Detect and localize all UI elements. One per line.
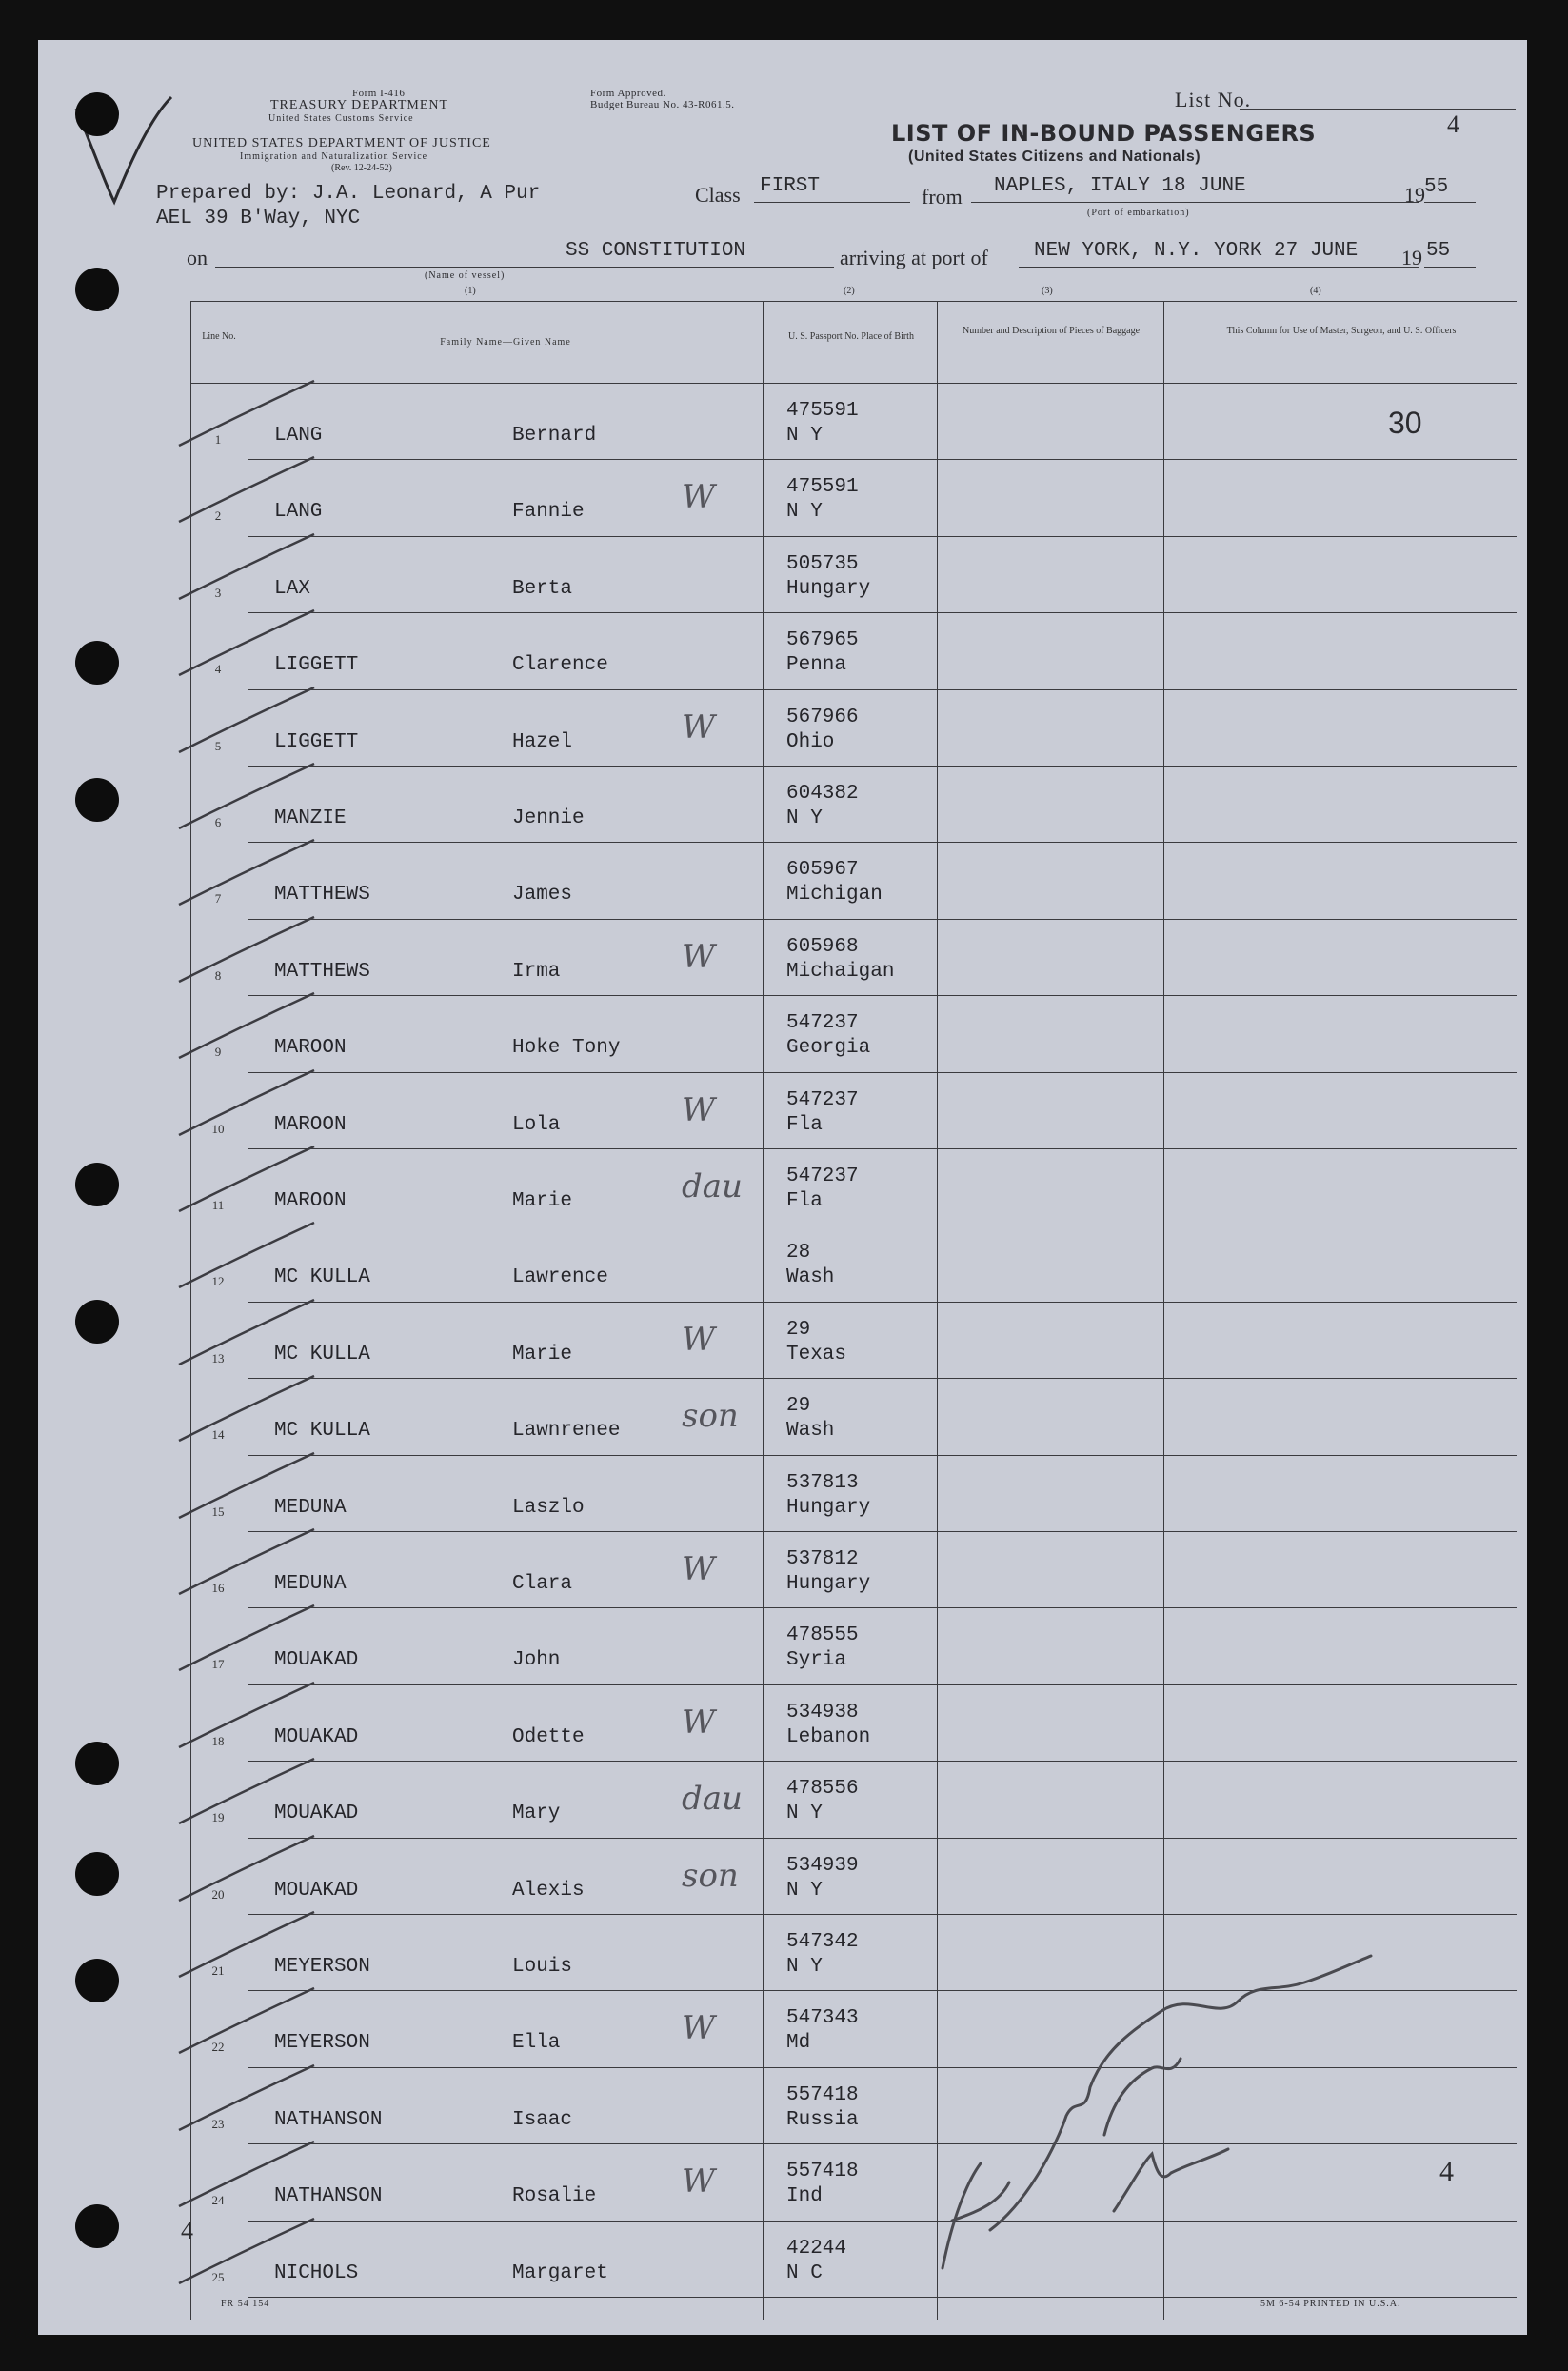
family-name: MOUAKAD [274,1725,359,1748]
top-right-note: 30 [1388,406,1422,440]
family-name: MC KULLA [274,1420,370,1443]
family-name: MAROON [274,1113,347,1136]
place-of-birth: Md [786,2032,811,2055]
customs-service: United States Customs Service [268,113,414,124]
place-of-birth: Georgia [786,1037,871,1060]
relation-note: W [682,2162,715,2202]
vessel-value: SS CONSTITUTION [566,240,746,262]
given-name: Lawnrenee [512,1420,621,1443]
given-name: Clarence [512,654,608,677]
place-of-birth: Fla [786,1190,823,1212]
given-name: John [512,1649,561,1672]
place-of-birth: N Y [786,1879,823,1902]
relation-note: W [682,478,715,517]
footer-left: FR 54 154 [221,2299,270,2309]
family-name: MEYERSON [274,2032,370,2055]
line-number: 20 [211,1886,225,1902]
place-of-birth: Michigan [786,884,883,907]
family-name: MOUAKAD [274,1649,359,1672]
line-number: 24 [211,2193,225,2208]
given-name: Laszlo [512,1496,585,1519]
place-of-birth: Hungary [786,1573,871,1595]
given-name: Mary [512,1803,561,1825]
given-name: Lola [512,1113,561,1136]
line-number: 6 [214,815,222,829]
family-name: LIGGETT [274,654,359,677]
header-name: Family Name—Given Name [440,337,571,348]
passport-number: 29 [786,1395,811,1418]
line-number: 12 [211,1274,225,1289]
given-name: Hazel [512,730,573,753]
given-name: Jennie [512,807,585,829]
port-embark-label: (Port of embarkation) [1087,208,1190,218]
col-num-4: (4) [1310,286,1321,296]
place-of-birth: Wash [786,1420,835,1443]
place-of-birth: Syria [786,1649,847,1672]
passport-number: 547237 [786,1088,859,1111]
given-name: Margaret [512,2261,608,2284]
year-value-2: 55 [1426,240,1451,262]
passport-number: 534938 [786,1701,859,1723]
given-name: Lawrence [512,1266,608,1289]
family-name: MEDUNA [274,1573,347,1595]
family-name: MC KULLA [274,1266,370,1289]
justice-dept: UNITED STATES DEPARTMENT OF JUSTICE [192,136,491,150]
line-number: 9 [214,1045,222,1060]
family-name: LIGGETT [274,730,359,753]
passport-number: 537812 [786,1548,859,1570]
relation-note: W [682,1090,715,1129]
place-of-birth: Wash [786,1266,835,1289]
line-number: 7 [214,891,222,907]
passport-number: 547342 [786,1931,859,1953]
line-number: 13 [211,1350,225,1365]
place-of-birth: N Y [786,1956,823,1978]
given-name: Hoke Tony [512,1037,621,1060]
arriving-value: NEW YORK, N.Y. YORK 27 JUNE [1034,240,1359,262]
year-prefix-2: 19 [1401,246,1422,269]
place-of-birth: Michaigan [786,960,895,983]
from-label: from [922,185,963,209]
line-number: 14 [211,1427,225,1443]
given-name: Bernard [512,425,597,447]
place-of-birth: N Y [786,425,823,447]
family-name: MANZIE [274,807,347,829]
place-of-birth: Penna [786,654,847,677]
family-name: MATTHEWS [274,884,370,907]
list-no-value: 4 [1447,110,1459,138]
ins-service: Immigration and Naturalization Service [240,151,428,162]
punch-hole [75,1742,119,1785]
place-of-birth: Texas [786,1343,847,1365]
place-of-birth: N Y [786,1803,823,1825]
document-page [38,40,1527,2335]
col-num-3: (3) [1042,286,1053,296]
family-name: NATHANSON [274,2108,383,2131]
line-number: 4 [214,662,222,677]
passport-number: 42244 [786,2237,847,2260]
footer-right: 5M 6-54 PRINTED IN U.S.A. [1260,2299,1401,2309]
signature-icon [943,1956,1371,2268]
family-name: LANG [274,501,323,524]
relation-note: W [682,707,715,747]
family-name: LAX [274,577,310,600]
passport-number: 475591 [786,476,859,499]
given-name: Marie [512,1343,573,1365]
family-name: MAROON [274,1190,347,1212]
line-number: 3 [214,585,222,600]
relation-note: son [682,1856,739,1895]
passport-number: 29 [786,1318,811,1341]
line-number: 22 [211,2040,225,2055]
class-value: FIRST [760,175,821,197]
family-name: NICHOLS [274,2261,359,2284]
place-of-birth: N C [786,2261,823,2284]
family-name: MC KULLA [274,1343,370,1365]
vessel-label: (Name of vessel) [425,270,506,281]
passport-number: 547343 [786,2007,859,2030]
place-of-birth: Ind [786,2185,823,2208]
on-label: on [187,246,208,269]
family-name: LANG [274,425,323,447]
place-of-birth: Hungary [786,1496,871,1519]
form-title: LIST OF IN-BOUND PASSENGERS [891,120,1317,147]
given-name: Fannie [512,501,585,524]
line-number: 10 [211,1121,225,1136]
list-no-label: List No. [1175,88,1252,111]
line-number: 16 [211,1581,225,1595]
year-value-1: 55 [1424,176,1449,198]
passport-number: 28 [786,1242,811,1265]
passport-number: 547237 [786,1012,859,1035]
line-number: 15 [211,1504,225,1519]
punch-hole [75,1852,119,1896]
relation-note: dau [682,1167,743,1205]
place-of-birth: Hungary [786,577,871,600]
relation-note: W [682,937,715,976]
punch-hole [75,268,119,311]
given-name: Odette [512,1725,585,1748]
given-name: Clara [512,1573,573,1595]
line-number: 23 [211,2116,225,2131]
handwriting-overlay [38,40,1527,2335]
passport-number: 475591 [786,400,859,422]
line-number: 8 [214,967,222,983]
relation-note: W [682,1703,715,1742]
place-of-birth: Lebanon [786,1725,871,1748]
form-number: Form I-416 [352,88,406,99]
prepared-by: Prepared by: J.A. Leonard, A Pur [156,183,541,205]
passport-number: 557418 [786,2083,859,2106]
place-of-birth: N Y [786,501,823,524]
punch-hole [75,1959,119,2002]
relation-note: W [682,2009,715,2048]
family-name: MOUAKAD [274,1803,359,1825]
relation-note: son [682,1397,739,1436]
punch-hole [75,1163,119,1206]
passport-number: 478556 [786,1778,859,1801]
budget-bureau: Budget Bureau No. 43-R061.5. [590,99,735,110]
relation-note: W [682,1320,715,1359]
prepared-address: AEL 39 B'Way, NYC [156,208,361,229]
col-num-1: (1) [465,286,476,296]
family-name: MEDUNA [274,1496,347,1519]
passport-number: 604382 [786,783,859,805]
line-number: 21 [211,1963,225,1978]
passport-number: 505735 [786,552,859,575]
class-label: Class [695,183,741,207]
treasury-dept: TREASURY DEPARTMENT [270,98,449,112]
col-num-2: (2) [844,286,855,296]
punch-hole [75,2204,119,2248]
form-subtitle: (United States Citizens and Nationals) [908,149,1201,165]
rev-date: (Rev. 12-24-52) [331,163,392,173]
place-of-birth: Ohio [786,730,835,753]
given-name: Berta [512,577,573,600]
form-approved: Form Approved. [590,88,666,99]
header-baggage: Number and Description of Pieces of Baggage [962,326,1141,336]
given-name: Irma [512,960,561,983]
family-name: MEYERSON [274,1956,370,1978]
line-number: 2 [214,508,222,524]
given-name: Isaac [512,2108,573,2131]
place-of-birth: Fla [786,1113,823,1136]
passport-number: 547237 [786,1166,859,1187]
header-passport: U. S. Passport No. Place of Birth [788,331,914,342]
passport-number: 605967 [786,859,859,882]
place-of-birth: Russia [786,2108,859,2131]
punch-hole [75,778,119,822]
passport-number: 478555 [786,1624,859,1647]
line-number: 18 [211,1733,225,1748]
given-name: Rosalie [512,2185,597,2208]
year-prefix-1: 19 [1404,183,1425,207]
arriving-label: arriving at port of [840,246,988,269]
given-name: Marie [512,1190,573,1212]
header-officers: This Column for Use of Master, Surgeon, and U. S. Officers [1226,326,1457,336]
given-name: Alexis [512,1879,585,1902]
from-value: NAPLES, ITALY 18 JUNE [994,175,1246,197]
given-name: Ella [512,2032,561,2055]
family-name: MAROON [274,1037,347,1060]
passport-number: 537813 [786,1471,859,1494]
relation-note: W [682,1550,715,1588]
line-number: 1 [214,432,222,447]
line-number: 11 [211,1198,225,1212]
line-number: 5 [214,738,222,753]
bottom-right-note: 4 [1439,2156,1454,2187]
line-number: 25 [211,2269,225,2284]
margin-number: 4 [181,2217,193,2244]
punch-hole [75,92,119,136]
passport-number: 567965 [786,629,859,652]
passport-number: 534939 [786,1854,859,1877]
passport-number: 567966 [786,706,859,728]
punch-hole [75,1300,119,1344]
place-of-birth: N Y [786,807,823,829]
family-name: NATHANSON [274,2185,383,2208]
relation-note: dau [682,1780,743,1819]
line-number: 17 [211,1657,225,1672]
header-line-no: Line No. [202,331,236,342]
line-number: 19 [211,1810,225,1825]
passport-number: 605968 [786,935,859,958]
given-name: Louis [512,1956,573,1978]
passport-number: 557418 [786,2161,859,2183]
family-name: MATTHEWS [274,960,370,983]
given-name: James [512,884,573,907]
punch-hole [75,641,119,685]
family-name: MOUAKAD [274,1879,359,1902]
